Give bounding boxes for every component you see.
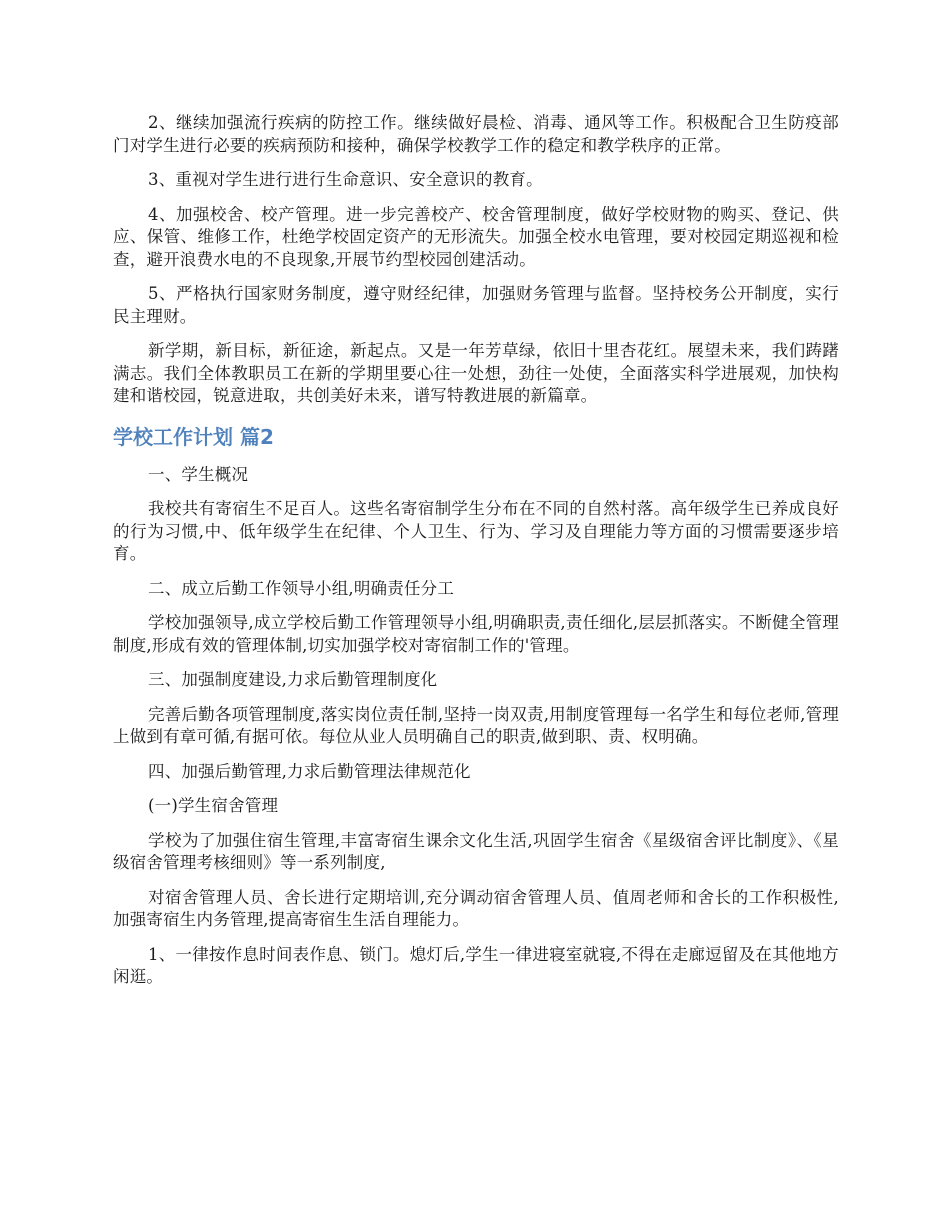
section-heading: 学校工作计划 篇2: [113, 424, 274, 449]
paragraph-dorm-rules: 学校为了加强住宿生管理,丰富寄宿生课余文化生活,巩固学生宿舍《星级宿舍评比制度》、《星级宿舍管理考核细则》等一系列制度,: [113, 830, 839, 872]
paragraph-leadership-title: 二、成立后勤工作领导小组,明确责任分工: [148, 578, 455, 598]
paragraph-dorm-training: 对宿舍管理人员、舍长进行定期培训,充分调动宿舍管理人员、值周老师和舍长的工作积极性,加强寄宿生内务管理,提高寄宿生生活自理能力。: [113, 887, 839, 929]
paragraph-student-overview: 我校共有寄宿生不足百人。这些名寄宿制学生分布在不同的自然村落。高年级学生已养成良好的行为习惯,中、低年级学生在纪律、个人卫生、行为、学习及自理能力等方面的习惯需要逐步培育。: [113, 499, 839, 563]
paragraph-disease-prevention: 2、继续加强流行疾病的防控工作。继续做好晨检、消毒、通风等工作。积极配合卫生防疫部门对学生进行必要的疾病预防和接种，确保学校教学工作的稳定和教学秩序的正常。: [113, 113, 839, 155]
paragraph-system: 完善后勤各项管理制度,落实岗位责任制,坚持一岗双责,用制度管理每一名学生和每位老师,管理上做到有章可循,有据可依。每位从业人员明确自己的职责,做到职、责、权明确。: [113, 704, 839, 746]
paragraph-finance: 5、严格执行国家财务制度，遵守财经纪律，加强财务管理与监督。坚持校务公开制度，实行民主理财。: [113, 284, 839, 326]
paragraph-safety-education: 3、重视对学生进行进行生命意识、安全意识的教育。: [148, 170, 543, 189]
paragraph-system-title: 三、加强制度建设,力求后勤管理制度化: [148, 670, 438, 689]
paragraph-new-semester: 新学期，新目标，新征途，新起点。又是一年芳草绿，依旧十里杏花红。展望未来，我们踌躇满志。我们全体教职员工在新的学期里要心往一处想，劲往一处使，全面落实科学进展观，加快构建和谐校园，锐意进取，共创美好未来，谱写特教进展的新篇章。: [113, 341, 839, 405]
document-body: [113, 112, 839, 1001]
paragraph-logistics-title: 四、加强后勤管理,力求后勤管理法律规范化: [148, 761, 471, 781]
paragraph-property-management: 4、加强校舍、校产管理。进一步完善校产、校舍管理制度，做好学校财物的购买、登记、供应、保管、维修工作，杜绝学校固定资产的无形流失。加强全校水电管理，要对校园定期巡视和检查，避开浪费水电的不良现象,开展节约型校园创建活动。: [113, 204, 839, 269]
paragraph-leadership: 学校加强领导,成立学校后勤工作管理领导小组,明确职责,责任细化,层层抓落实。不断健全管理制度,形成有效的管理体制,切实加强学校对寄宿制工作的'管理。: [113, 613, 839, 655]
paragraph-schedule: 1、一律按作息时间表作息、锁门。熄灯后,学生一律进寝室就寝,不得在走廊逗留及在其他地方闲逛。: [113, 944, 839, 986]
paragraph-student-overview-title: 一、学生概况: [148, 464, 249, 484]
paragraph-dorm-title: (一)学生宿舍管理: [148, 796, 279, 815]
